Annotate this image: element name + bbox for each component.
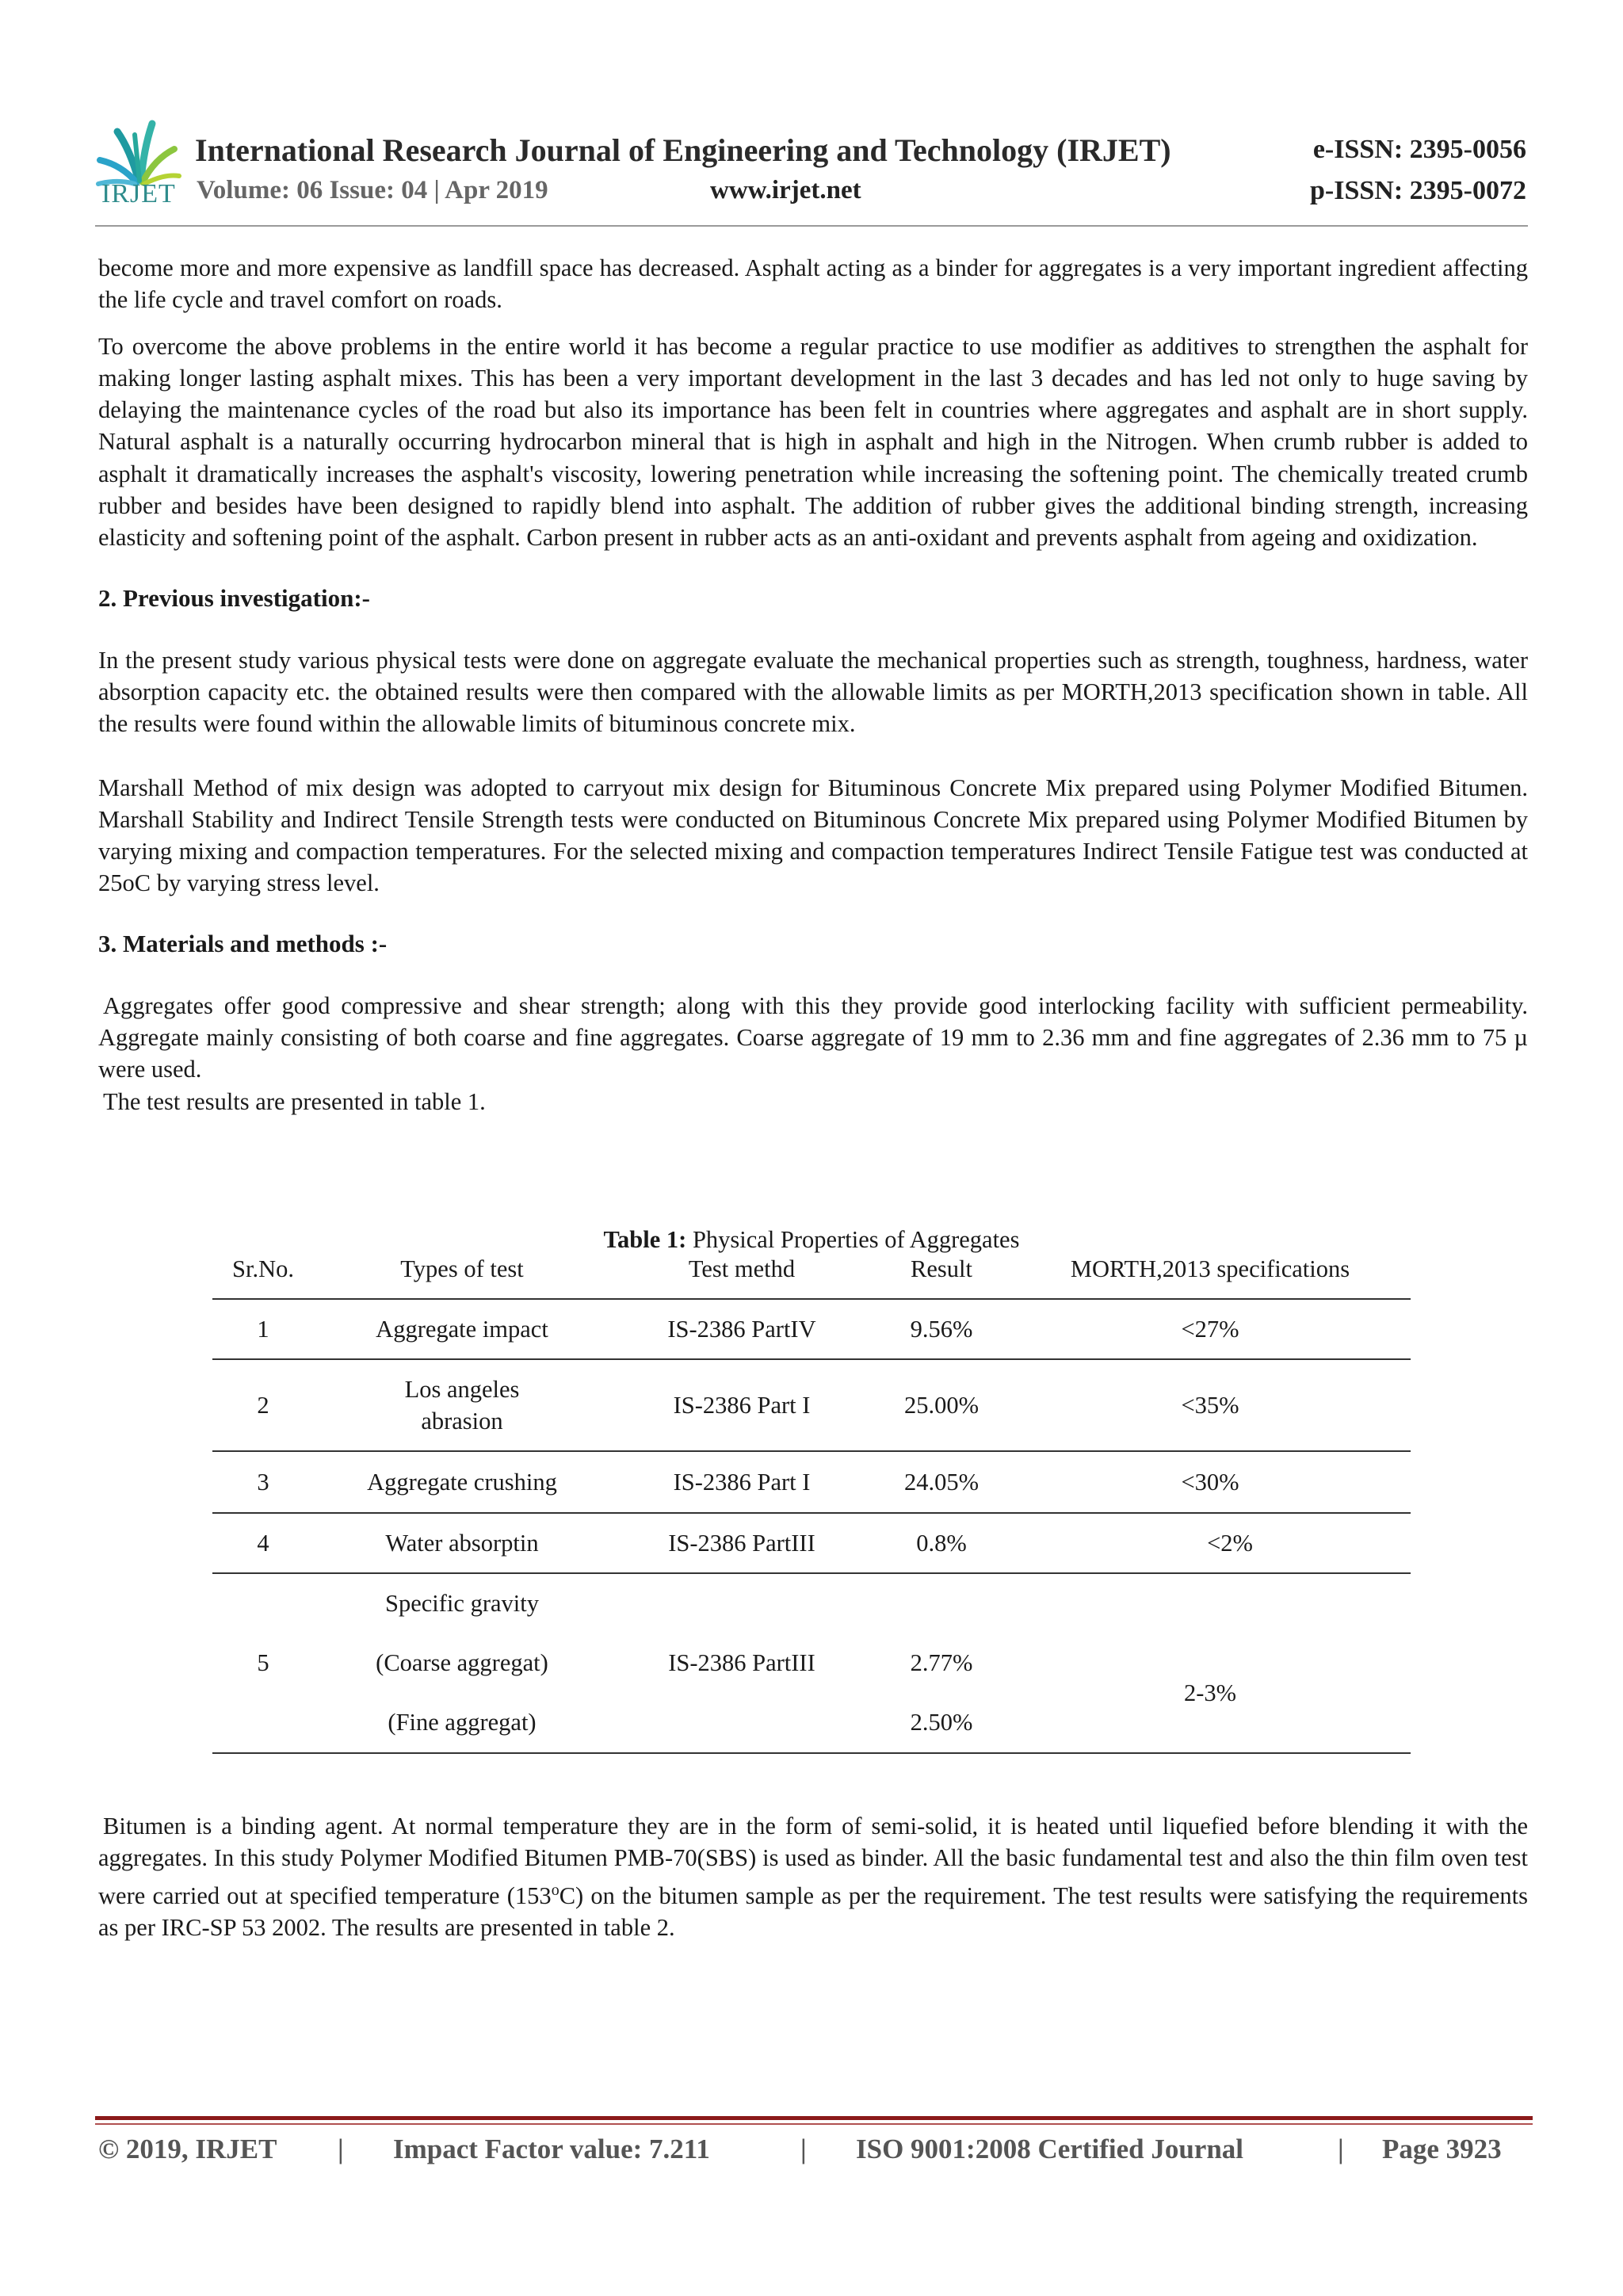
cell-method: IS-2386 Part I [610, 1359, 873, 1451]
header-result: Result [911, 1255, 972, 1282]
paragraph-6: The test results are presented in table 1. [103, 1087, 486, 1115]
footer-page-number: Page 3923 [1382, 2134, 1502, 2164]
article-body [98, 252, 1528, 1117]
cell-type-line: (Fine aggregat) [388, 1709, 537, 1736]
e-issn: e-ISSN: 2395-0056 [1312, 135, 1526, 164]
table-row [212, 1359, 1411, 1451]
section-heading-previous-investigation: 2. Previous investigation:- [98, 583, 370, 612]
cell-spec: <2% [1010, 1513, 1411, 1573]
table-row [212, 1451, 1411, 1513]
physical-properties-table [212, 1255, 1411, 1754]
article-body-continued [98, 1810, 1528, 1943]
cell-spec: <30% [1010, 1451, 1411, 1513]
paragraph-2: To overcome the above problems in the entire world it has become a regular practice to use modifier as additives to strengthen the asphalt for making longer lasting asphalt mixes. This has been a very important development in the last 3 decades and has led not only to huge saving by delaying the maintenance cycles of the road but also its importance has been felt in countries where aggregates and asphalt are in short supply. Natural asphalt is a naturally occurring hydrocarbon mineral that is high in asphalt and high in the Nitrogen. When crumb rubber is added to asphalt it dramatically increases the asphalt's viscosity, lowering penetration while increasing the softening point. The chemically treated crumb rubber and besides have been designed to rapidly blend into asphalt. The addition of rubber gives the additional binding strength, increasing elasticity and softening point of the asphalt. Carbon present in rubber acts as an anti-oxidant and prevents asphalt from ageing and oxidization. [98, 332, 1528, 552]
header-morth-specifications: MORTH,2013 specifications [1070, 1255, 1350, 1282]
table-row [212, 1299, 1411, 1359]
p-issn: p-ISSN: 2395-0072 [1310, 176, 1526, 205]
cell-sr: 2 [212, 1359, 314, 1451]
table-1 [212, 1224, 1412, 1754]
logo-text: IRJET [101, 179, 176, 208]
cell-sr: 1 [212, 1299, 314, 1359]
paragraph-7 [98, 1810, 1528, 1943]
footer-separator: | [338, 2134, 344, 2164]
footer-separator: | [800, 2134, 807, 2164]
cell-method: IS-2386 Part I [610, 1451, 873, 1513]
cell-type [314, 1573, 610, 1753]
cell-method: IS-2386 PartIII [610, 1513, 873, 1573]
cell-sr: 3 [212, 1451, 314, 1513]
table-caption-text: Physical Properties of Aggregates [686, 1226, 1020, 1253]
page-header [0, 0, 1623, 230]
table-row [212, 1573, 1411, 1753]
paragraph-7-text-a: Bitumen is a binding agent. At normal temperature they are in the form of semi-solid, it is heated until liquefied before blending it with the aggregates. In this study Polymer Modified Bitumen PMB-70(SBS) is used as binder. All the basic fundamental test and also the thin film oven test were carried out at specified temperature (153 [98, 1813, 1528, 1909]
footer-copyright: © 2019, IRJET [98, 2134, 277, 2164]
cell-sr: 4 [212, 1513, 314, 1573]
cell-result: 0.8% [873, 1513, 1010, 1573]
paragraph-7-text-b: C) on the bitumen sample as per the requirement. The test results were satisfying the requirements as per IRC-SP 53 2002. The results are presented in table 2. [98, 1881, 1528, 1942]
cell-type: Los angeles abrasion [314, 1359, 610, 1451]
cell-result: 9.56% [873, 1299, 1010, 1359]
section-heading-materials-methods: 3. Materials and methods :- [98, 929, 388, 957]
cell-result: 25.00% [873, 1359, 1010, 1451]
footer-separator: | [1338, 2134, 1344, 2164]
footer-iso-certification: ISO 9001:2008 Certified Journal [856, 2134, 1244, 2164]
table-caption [212, 1224, 1411, 1255]
paragraph-3: In the present study various physical tests were done on aggregate evaluate the mechanical properties such as strength, toughness, hardness, water absorption capacity etc. the obtained results were then compared with the allowable limits as per MORTH,2013 specification shown in table. All the results were found within the allowable limits of bituminous concrete mix. [98, 646, 1528, 738]
paragraph-1: become more and more expensive as landfill space has decreased. Asphalt acting as a binder for aggregates is a very important ingredient affecting the life cycle and travel comfort on roads. [98, 254, 1528, 314]
cell-result-coarse: 2.77% [910, 1649, 973, 1676]
cell-type: Aggregate impact [314, 1299, 610, 1359]
header-sr-no: Sr.No. [232, 1255, 294, 1282]
journal-website-link[interactable]: www.irjet.net [710, 176, 861, 204]
table-row [212, 1513, 1411, 1573]
footer-divider [95, 2116, 1533, 2120]
table-header-row [212, 1255, 1411, 1299]
degree-superscript: o [551, 1881, 559, 1899]
footer-divider-thin [95, 2123, 1533, 2125]
cell-sr: 5 [212, 1573, 314, 1753]
paragraph-4: Marshall Method of mix design was adopted to carryout mix design for Bituminous Concrete Mix prepared using Polymer Modified Bitumen. Marshall Stability and Indirect Tensile Strength tests were conducted on Bituminous Concrete Mix prepared using Polymer Modified Bitumen by varying mixing and compaction temperatures. For the selected mixing and compaction temperatures Indirect Tensile Fatigue test was conducted at 25oC by varying stress level. [98, 774, 1528, 897]
journal-title: International Research Journal of Engineering and Technology (IRJET) [195, 132, 1171, 168]
cell-type: Water absorptin [314, 1513, 610, 1573]
header-divider [95, 225, 1528, 227]
cell-result-fine: 2.50% [910, 1709, 973, 1736]
cell-result: 24.05% [873, 1451, 1010, 1513]
paragraph-5: Aggregates offer good compressive and shear strength; along with this they provide good interlocking facility with sufficient permeability. Aggregate mainly consisting of both coarse and fine aggregates. Coarse aggregate of 19 mm to 2.36 mm and fine aggregates of 2.36 mm to 75 µ were used. [98, 991, 1528, 1083]
cell-type-line: (Coarse aggregat) [376, 1649, 548, 1676]
table-caption-label: Table 1: [603, 1226, 687, 1253]
cell-spec: <35% [1010, 1359, 1411, 1451]
cell-spec: <27% [1010, 1299, 1411, 1359]
cell-method: IS-2386 PartIII [610, 1573, 873, 1753]
volume-issue: Volume: 06 Issue: 04 | Apr 2019 [197, 176, 548, 204]
cell-type: Aggregate crushing [314, 1451, 610, 1513]
cell-spec: 2-3% [1010, 1573, 1411, 1753]
cell-result [873, 1573, 1010, 1753]
header-test-method: Test methd [688, 1255, 796, 1282]
cell-method: IS-2386 PartIV [610, 1299, 873, 1359]
footer-impact-factor: Impact Factor value: 7.211 [393, 2134, 710, 2164]
cell-type-line: Specific gravity [385, 1590, 539, 1617]
header-types-of-test: Types of test [400, 1255, 524, 1282]
